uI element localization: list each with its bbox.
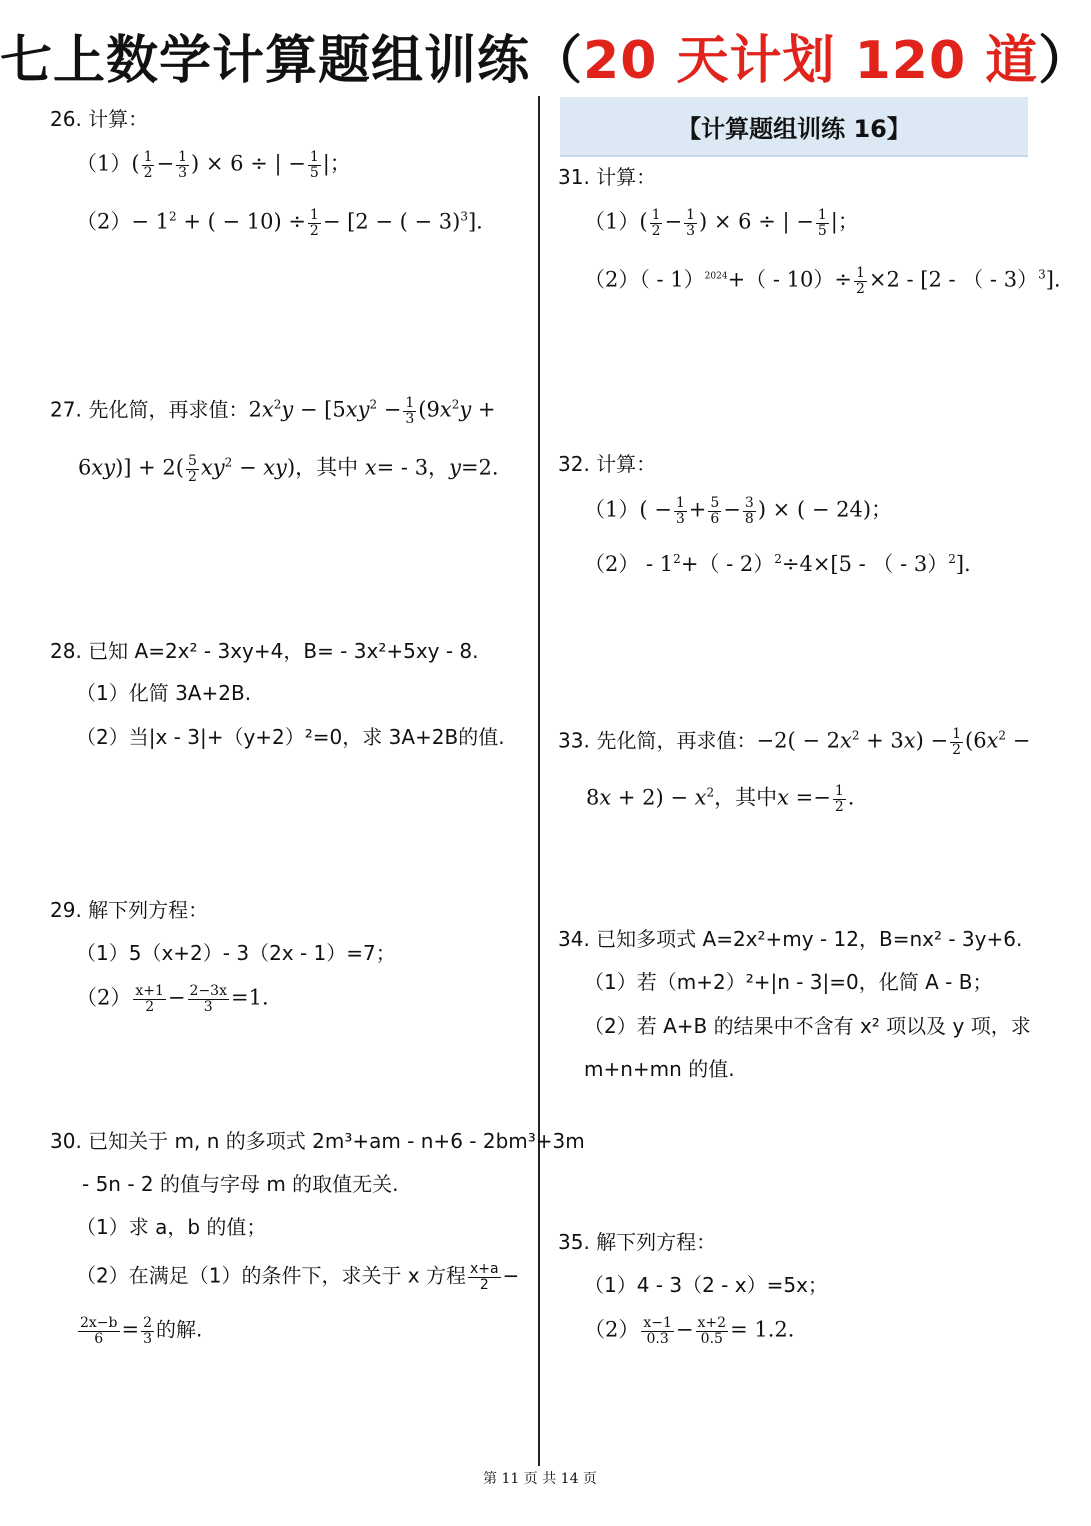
question-28-part1: （1）化简 3A+2B. [76, 681, 252, 705]
question-26-part2: $(2)- 1^2$ + ( − 10) ÷ $\frac{1}{2}$ − [2 − ( − 3)$^3$]. [76, 207, 483, 239]
question-29-part1: （1）5（x+2）- 3（2x - 1）=7； [76, 941, 396, 965]
question-26-part1: （1）( $\frac{1}{2}$ − $\frac{1}{3}$ ) × 6 ÷ | − $\frac{1}{5}$ |； [76, 149, 351, 181]
question-31-part1: （1）( $\frac{1}{2}$ − $\frac{1}{3}$ ) × 6 ÷ | − $\frac{1}{5}$ |； [584, 207, 859, 239]
question-34-part1: （1）若（m+2）²+|n - 3|=0，化简 A - B； [584, 970, 993, 994]
question-30-part1: （1）求 a，b 的值； [76, 1215, 267, 1239]
question-33-line1: 33. 先化简，再求值：$-2( - 2x^2 + 3x)$ − $\frac{1}{2}$ ($6x^2$ − [558, 726, 1031, 758]
title-part3: ） [1038, 31, 1091, 91]
question-32-heading: 32. 计算： [558, 452, 657, 476]
title-highlight: 20 天计划 120 道 [583, 31, 1039, 91]
question-34-part2: （2）若 A+B 的结果中不含有 x² 项以及 y 项，求 [584, 1014, 1031, 1038]
title-part1: 七上数学计算题组训练（ [0, 31, 584, 91]
question-35-part2: （2） $\frac{x-1}{0.3}$ − $\frac{x+2}{0.5}$ = 1.2. [584, 1315, 795, 1347]
column-divider [538, 96, 540, 1466]
question-27-line2: 6xy)] + 2( $\frac{5}{2}$ $xy^2 - xy$)，其中 x= - 3，y=2. [78, 453, 499, 485]
question-34-part2-cont: m+n+mn 的值. [584, 1057, 735, 1081]
question-29-part2: （2） $\frac{x+1}{2}$ − $\frac{2-3x}{3}$ =1. [76, 983, 269, 1015]
question-35-part1: （1）4 - 3（2 - x）=5x； [584, 1273, 828, 1297]
page-footer: 第 11 页 共 14 页 [483, 1471, 597, 1487]
question-33-line2: $8x + 2) - x^2$，其中x =− $\frac{1}{2}$ . [586, 783, 855, 815]
question-30-part2-cont: $\frac{2x-b}{6}$ = $\frac{2}{3}$ 的解. [80, 1315, 203, 1347]
page-title [0, 18, 1091, 93]
question-29-heading: 29. 解下列方程： [50, 898, 209, 922]
question-30-line2: - 5n - 2 的值与字母 m 的取值无关. [82, 1172, 399, 1196]
question-26-heading: 26. 计算： [50, 107, 149, 131]
question-28-line1: 28. 已知 A=2x² - 3xy+4，B= - 3x²+5xy - 8. [50, 639, 479, 663]
question-30-line1: 30. 已知关于 m, n 的多项式 2m³+am - n+6 - 2bm³+3m [50, 1129, 585, 1153]
question-31-part2: （2）（ - 1）$^{2024}$+（ - 10）÷ $\frac{1}{2}$ ×2 - [2 - （ - 3）$^3$]. [584, 265, 1061, 297]
section-banner: 【计算题组训练 16】 [560, 97, 1028, 157]
question-27-line1: 27. 先化简，再求值：$2x^2y - [5xy^2$ − $\frac{1}{3}$ ($9x^2y$ + [50, 395, 496, 427]
question-30-part2: （2）在满足（1）的条件下，求关于 x 方程 $\frac{x+a}{2}$ − [76, 1261, 520, 1293]
question-35-heading: 35. 解下列方程： [558, 1230, 717, 1254]
question-28-part2: （2）当|x - 3|+（y+2）²=0，求 3A+2B的值. [76, 725, 505, 749]
question-34-line1: 34. 已知多项式 A=2x²+my - 12，B=nx² - 3y+6. [558, 927, 1023, 951]
question-31-heading: 31. 计算： [558, 165, 657, 189]
question-32-part2: $(2) - 1^2+( - 2)^2\div 4\times[5$ - （ - 3）$^2$]. [584, 552, 971, 576]
question-32-part1: （1）( − $\frac{1}{3}$ + $\frac{5}{6}$ − $\frac{3}{8}$ ) × ( − 24)； [584, 495, 893, 527]
